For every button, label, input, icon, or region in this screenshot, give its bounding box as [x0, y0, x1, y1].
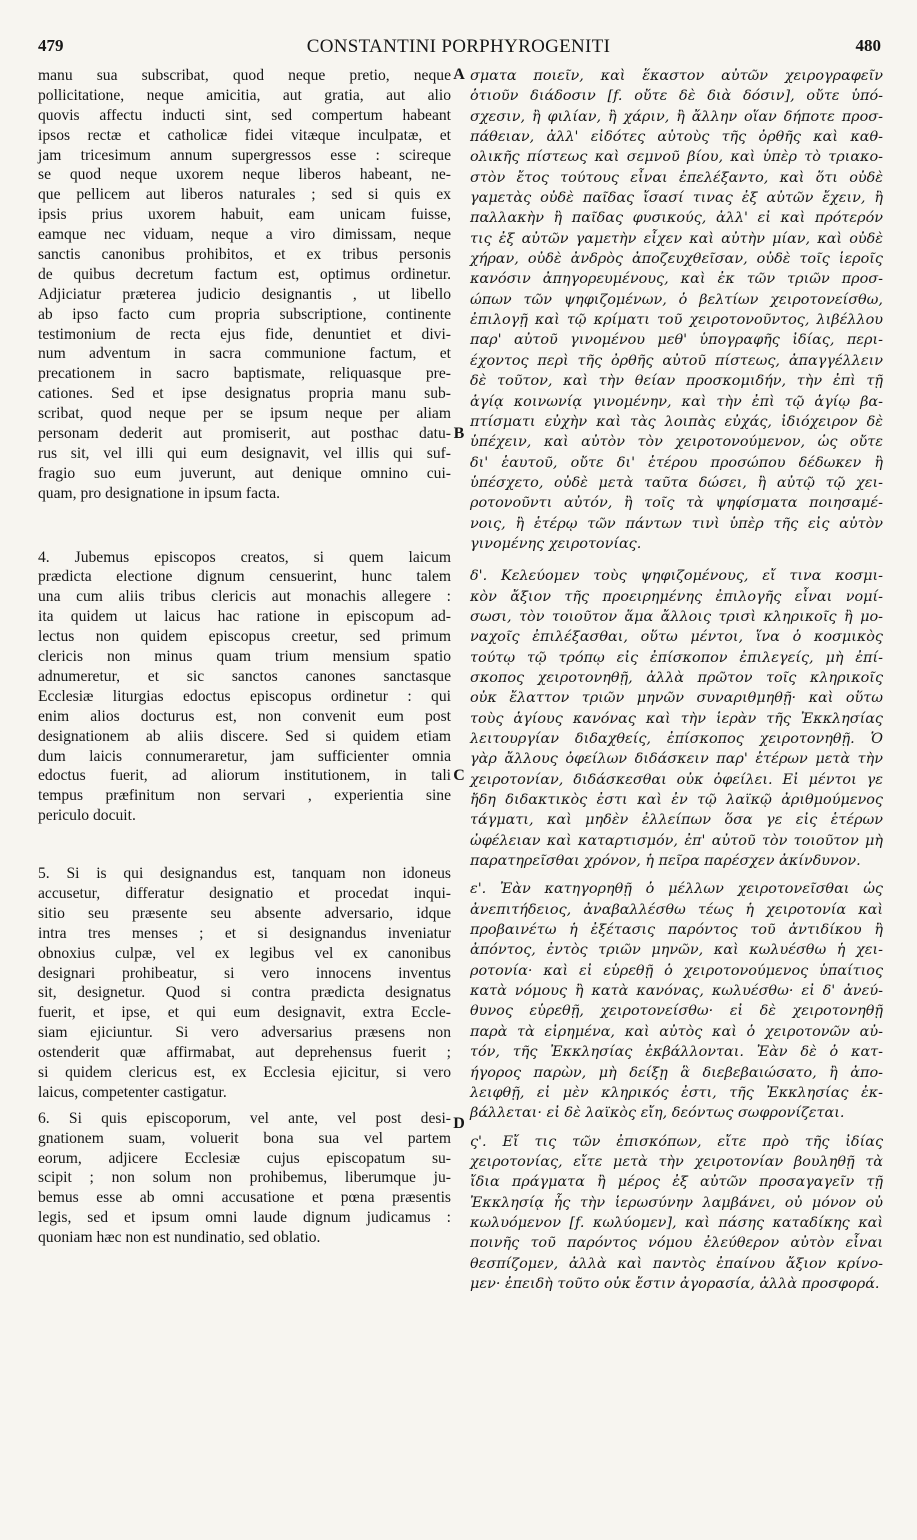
text-line: ροτονία· καὶ εἰ εὑρεθῇ ὁ χειροτονούμενος ὑπαίτιος [470, 962, 883, 979]
text-line: ita quidem ut laicus hac ratione in episcopum ad- [38, 608, 451, 626]
greek-paragraph-4 [470, 566, 883, 871]
paragraph-gap [470, 1124, 883, 1132]
paragraph-gap [38, 504, 451, 548]
text-line: Ecclesiæ liturgias edoctus episcopus ordinetur : qui [38, 687, 451, 705]
text-line: παλλακὴν ἢ παῖδας φυσικούς, ἀλλ' εἰ καὶ πρότερόν [470, 210, 883, 227]
text-line: οὐκ ἔλαττον τριῶν μηνῶν συναριθμηθῇ· καὶ οὕτω [470, 690, 883, 707]
text-line: πτίσματι εὐχὴν καὶ τὰς λοιπὰς εὐχάς, ἰδιόχειρον δὲ [470, 413, 883, 430]
text-line: ὑπέσχετο, οὐδὲ μετὰ ταῦτα δώσει, ἢ αὐτῷ τῷ χει- [470, 474, 883, 491]
text-line: num adventum in sacra communione factum, et [38, 345, 451, 363]
text-line: τούτῳ τῷ τρόπῳ εἰς ἐπίσκοπον ἐπιλεγείς, μὴ ἐπί- [470, 649, 883, 666]
text-line: dum laicis connumeraretur, jam sufficienter omnia [38, 747, 451, 765]
text-line: χειροτονίαν, διδάσκεσθαι οὐκ ὀφείλει. Εἰ μέντοι γε [470, 771, 883, 788]
paragraph-gap [38, 826, 451, 864]
text-line: periculo docuit. [38, 807, 136, 825]
text-line: κατὰ νόμους ἢ κατὰ κανόνας, κωλυέσθω· εἰ δ' ἀνεύ- [470, 983, 883, 1000]
text-line: manu sua subscribat, quod neque pretio, neque [38, 67, 451, 84]
text-line: λειφθῇ, εἰ μὲν κληρικός ἐστι, τῆς Ἐκκλησίας ἐκ- [470, 1084, 883, 1101]
text-line: ἤδη διδακτικὸς ἐστι καὶ ἐν τῷ λαϊκῷ ἀριθμούμενος [470, 792, 883, 809]
text-line: precationem in sacro baptismate, reliquasque pre- [38, 365, 451, 383]
text-line: ipsis prius uxorem habuit, eam unicam fuisse, [38, 206, 451, 224]
text-line: que pellicem aut liberos naturales ; sed si quis ex [38, 186, 451, 204]
text-line: ὠφέλειαν καὶ καταρτισμόν, ἐπ' αὐτοῦ τὸν τοιοῦτον μὴ [470, 832, 883, 849]
text-line: bemus esse ab omni accusatione et pœna præsentis [38, 1189, 451, 1207]
paragraph-gap [470, 554, 883, 566]
text-line: se quod neque uxorem neque liberos habeant, ne- [38, 166, 451, 184]
text-line: κὸν ἄξιον τῆς προειρημένης ἐπιλογῆς εἶναι νομί- [470, 588, 883, 605]
text-line: quovis affectu inducti sint, sed compertum habeant [38, 106, 451, 124]
greek-paragraph-6 [470, 1132, 883, 1295]
text-line: Adjiciatur præterea judicio designantis , ut libello [38, 285, 451, 303]
text-line: θεσπίζομεν, ἀλλὰ καὶ παντὸς ἐπαίνου ἄξιον κρίνο- [470, 1255, 883, 1272]
text-line: ipsos rectæ et catholicæ fidei vitæque inculpatæ, et [38, 126, 451, 144]
text-line: χήραν, οὐδὲ ἀνδρὸς ἀποζευχθεῖσαν, οὐδὲ τοῖς ἱεροῖς [470, 251, 883, 268]
text-line: ἴδια πράγματα ἢ μέρος ἐξ αὐτῶν προσαγαγεῖν τῇ [470, 1174, 883, 1191]
text-line: ροτονοῦντι αὐτόν, ἢ τοῖς τὰ ψηφίσματα ποιησαμέ- [470, 495, 883, 512]
text-line: sanctis canonibus prohibitos, et ex tribus personis [38, 246, 451, 264]
text-line: ὁτιοῦν διάδοσιν [f. οὔτε δὲ διὰ δόσιν], οὔτε ὑπό- [470, 88, 883, 105]
text-line: accusetur, differatur designatio et procedat inqui- [38, 884, 451, 902]
text-line: Ἐκκλησίᾳ ἧς τὴν ἱερωσύνην λαμβάνει, οὐ μόνον οὐ [470, 1194, 883, 1211]
text-line: μεν· ἐπειδὴ τοῦτο οὐκ ἔστιν ἀγορασία, ἀλλὰ προσφορά. [470, 1275, 880, 1292]
text-line: ἀπόντος, ἐντὸς τριῶν μηνῶν, καὶ κωλυέσθω ἡ χει- [470, 942, 883, 959]
text-line: jam tricesimum annum supergressos esse : scireque [38, 146, 451, 164]
running-header [30, 36, 887, 64]
text-line: ostenderit quæ affirmabat, aut deprehensus fuerit ; [38, 1044, 451, 1062]
text-line: si quidem clericus est, ex Ecclesia ejicitur, si vero [38, 1063, 451, 1081]
text-line: scipit ; non solum non prohibemus, liberumque ju- [38, 1169, 451, 1187]
text-line: laicus, competenter castigatur. [38, 1083, 227, 1101]
text-line: γινομένης χειροτονίας. [470, 535, 642, 552]
text-line: θυνος εὑρεθῇ, χειροτονείσθω· εἰ δὲ χειροτονηθῇ [470, 1003, 883, 1020]
text-line: νοις, ἢ ἑτέρῳ τῶν πάντων τινὶ ὑπὲρ τῆς εἰς αὐτὸν [470, 515, 883, 532]
text-line: 5. Si is qui designandus est, tanquam non idoneus [38, 865, 451, 883]
text-line: intra tres menses ; et si designandus inveniatur [38, 924, 451, 942]
text-line: cationes. Sed et ipse designatus propria manu sub- [38, 385, 451, 403]
text-line: σκοπος χειροτονηθῇ, ἀλλὰ πρῶτον τοῖς κληρικοῖς [470, 669, 883, 686]
text-line: έχοντος περὶ τῆς ὀρθῆς αὐτοῦ πίστεως, ἀπαγγέλλειν [470, 352, 883, 369]
text-line: gnationem suam, voluerit bona sua vel partem [38, 1129, 451, 1147]
latin-column [38, 66, 451, 1248]
greek-column [470, 66, 883, 1294]
text-line: λειτουργίαν διδαχθείς, ἐπίσκοπος χειροτονηθῇ. Ὁ [470, 731, 883, 747]
text-line: designari prohibeatur, si vero innocens inventus [38, 964, 451, 982]
greek-paragraph-3 [470, 66, 883, 554]
text-line: eamque nec viduam, neque a viro dimissam, neque [38, 226, 451, 244]
text-line: ἀνεπιτήδειος, ἀναβαλλέσθω τέως ἡ χειροτονία καὶ [470, 901, 883, 918]
text-line: ς'. Εἴ τις τῶν ἐπισκόπων, εἴτε πρὸ τῆς ἰδίας [470, 1133, 883, 1150]
text-line: sitio seu præsente seu absente adversario, idque [38, 904, 451, 922]
text-line: δ'. Κελεύομεν τοὺς ψηφιζομένους, εἴ τινα κοσμι- [470, 568, 883, 585]
text-line: personam dederit aut promiserit, aut posthac datu- [38, 425, 451, 443]
text-line: 6. Si quis episcoporum, vel ante, vel post desi- [38, 1109, 451, 1127]
section-marker-c: C [453, 767, 465, 784]
page-number-right: 480 [855, 36, 881, 55]
text-line: siam ejiciuntur. Si vero adversarius præsens non [38, 1024, 451, 1042]
text-line: παρ' αὐτοῦ γινομένου μεθ' ὑπογραφῆς ἰδίας, περι- [470, 332, 883, 349]
text-line: de quibus decretum factum est, optimus ordinetur. [38, 265, 451, 283]
text-line: fragio suo eum juverunt, aut denique omnino cui- [38, 464, 451, 482]
text-line: τόν, τῆς Ἐκκλησίας ἐκβάλλονται. Ἐὰν δὲ ὁ κατ- [470, 1044, 883, 1061]
text-line: ναχοῖς ἐπιλέξασθαι, οὕτω μέντοι, ἵνα ὁ κοσμικὸς [470, 629, 883, 646]
text-line: τοὺς ἁγίους κανόνας καὶ τὴν ἱερὰν τῆς Ἐκκλησίας [470, 710, 883, 727]
text-line: ἁγίᾳ κοινωνίᾳ γινομένην, καὶ τὴν ἐπὶ τῷ ἁγίῳ βα- [470, 393, 883, 410]
latin-paragraph-3 [38, 66, 451, 504]
text-line: scribat, quod neque per se ipsum neque per aliam [38, 405, 451, 423]
text-line: κανόσιν ἀπηγορευμένους, καὶ ἐκ τῶν τριῶν προσ- [470, 271, 883, 288]
text-line: prædicta electione dignum censuerint, hunc talem [38, 568, 451, 586]
text-line: ἐπιλογῇ καὶ τῷ κρίματι τοῦ χειροτονοῦντος, λιβέλλου [470, 312, 883, 329]
text-line: δι' ἑαυτοῦ, οὔτε δι' ἑτέρου προσώπου δέδωκεν ἢ [470, 454, 883, 471]
text-line: legis, sed et ipsum omni laude dignum judicamus : [38, 1209, 451, 1227]
text-line: adnumeretur, et sic sanctos canones sanctasque [38, 667, 451, 685]
text-line: δὲ τοῦτον, καὶ τὴν θείαν προσκομιδήν, τὴν ἐπὶ τῇ [470, 373, 883, 390]
text-line: παρὰ τὰ εἰρημένα, καὶ αὐτὸς καὶ ὁ χειροτονῶν αὐ- [470, 1023, 883, 1040]
text-line: ab ipso facto cum propria subscriptione, continente [38, 305, 451, 323]
text-line: lectus non quidem episcopus creetur, sed primum [38, 628, 451, 646]
text-line: γὰρ ἄλλους ὀφείλων διδάσκειν παρ' ἑτέρων μετὰ τὴν [470, 751, 883, 768]
text-line: χειροτονίας, εἴτε μετὰ τὴν χειροτονίαν βουληθῇ τὰ [470, 1153, 883, 1170]
section-marker-b: B [453, 425, 465, 442]
text-line: ε'. Ἐὰν κατηγορηθῇ ὁ μέλλων χειροτονεῖσθαι ὡς [470, 881, 883, 898]
text-line: προβαινέτω ἡ ἐξέτασις παρόντος τοῦ ἀντιδίκου ἢ [470, 922, 883, 939]
text-line: γαμετὰς οὐδὲ παῖδας ἴσασί τινας ἐξ αὐτῶν ἔχειν, ἢ [470, 190, 883, 207]
latin-paragraph-5 [38, 864, 451, 1103]
text-line: fuerit, et ipse, et qui eum designavit, extra Eccle- [38, 1004, 451, 1022]
text-line: ολικῆς πίστεως καὶ σεμνοῦ βίου, καὶ ὑπὲρ τὸ τριακο- [470, 149, 883, 166]
text-line: τις ἐξ αὐτῶν γαμετὴν εἶχεν καὶ αὐτὴν μίαν, καὶ οὐδὲ [470, 230, 883, 247]
text-line: παρατηρεῖσθαι χρόνον, ἡ πεῖρα παρέσχεν ἀκίνδυνον. [470, 853, 861, 870]
text-line: πάθειαν, ἀλλ' εἰδότες αὐτοὺς τῆς ὀρθῆς καὶ καθ- [470, 129, 883, 146]
text-line: sit, designetur. Quod si contra prædicta designatus [38, 984, 451, 1002]
text-line: designationem ab aliis discere. Sed si quidem etiam [38, 727, 451, 745]
latin-paragraph-4 [38, 548, 451, 826]
text-line: clericis non minus quam trium mensium spatio [38, 648, 451, 666]
text-line: κωλυόμενον [f. κωλύομεν], καὶ πάσης καταδίκης καὶ [470, 1214, 883, 1231]
text-line: ώπων τῶν ψηφιζομένων, ὁ βελτίων χειροτονείσθω, [470, 291, 883, 308]
text-line: σματα ποιεῖν, καὶ ἕκαστον αὐτῶν χειρογραφεῖν [470, 68, 883, 84]
text-line: σχεσιν, ἢ φιλίαν, ἢ χάριν, ἢ ἄλλην οἵαν δήποτε προσ- [470, 108, 883, 125]
text-line: σωσι, τὸν τοιοῦτον ἅμα ἄλλοις τρισὶ κληρικοῖς ἢ μο- [470, 608, 883, 625]
text-line: eorum, adjicere Ecclesiæ cujus episcopatum su- [38, 1149, 451, 1167]
text-line: edoctus fuerit, ad aliorum institutionem, in tali [38, 767, 451, 785]
text-line: quoniam hæc non est nundinatio, sed oblatio. [38, 1229, 321, 1247]
text-line: ὑπέχειν, καὶ αὐτὸν τὸν χειροτονούμενον, ὡς οὔτε [470, 434, 883, 451]
text-line: una cum aliis tribus clericis aut monachis allegere : [38, 588, 451, 606]
text-line: tempus præfinitum non servari , experientia sine [38, 787, 451, 805]
text-line: βάλλεται· εἰ δὲ λαϊκὸς εἴη, δεόντως σωφρονίζεται. [470, 1105, 845, 1122]
paragraph-gap [470, 871, 883, 879]
text-line: testimonium de recta ejus fide, denuntiet et divi- [38, 325, 451, 343]
section-marker-d: D [453, 1115, 465, 1132]
text-line: enim alios docturus est, non convenit eum post [38, 707, 451, 725]
text-line: τάγματι, καὶ μηδὲν ἐλλείπων ὅσα γε εἰς ἑτέρων [470, 812, 883, 829]
text-line: ποινῆς τοῦ παρόντος νόμου ἐλεύθερον αὐτὸν εἶναι [470, 1235, 883, 1252]
text-line: στὸν ἔτος τούτους εἶναι ἐπελέξαντο, καὶ ὅτι οὐδὲ [470, 169, 883, 186]
running-title: CONSTANTINI PORPHYROGENITI [306, 36, 611, 57]
text-line: quam, pro designatione in ipsum facta. [38, 484, 281, 502]
latin-paragraph-6 [38, 1109, 451, 1248]
text-line: rus sit, vel illi qui eum designavit, vel illis qui suf- [38, 444, 451, 462]
text-line: 4. Jubemus episcopos creatos, si quem laicum [38, 548, 451, 566]
page-number-left: 479 [38, 36, 64, 55]
greek-paragraph-5 [470, 879, 883, 1123]
text-line: pollicitatione, neque amicitia, aut gratia, aut alio [38, 86, 451, 104]
text-line: obnoxius culpæ, vel ex legibus vel ex canonibus [38, 944, 451, 962]
text-line: ήγορος παρὼν, μὴ δείξῃ ἃ διεβεβαιώσατο, ἢ ἀπο- [470, 1064, 883, 1081]
section-marker-a: A [453, 66, 465, 83]
